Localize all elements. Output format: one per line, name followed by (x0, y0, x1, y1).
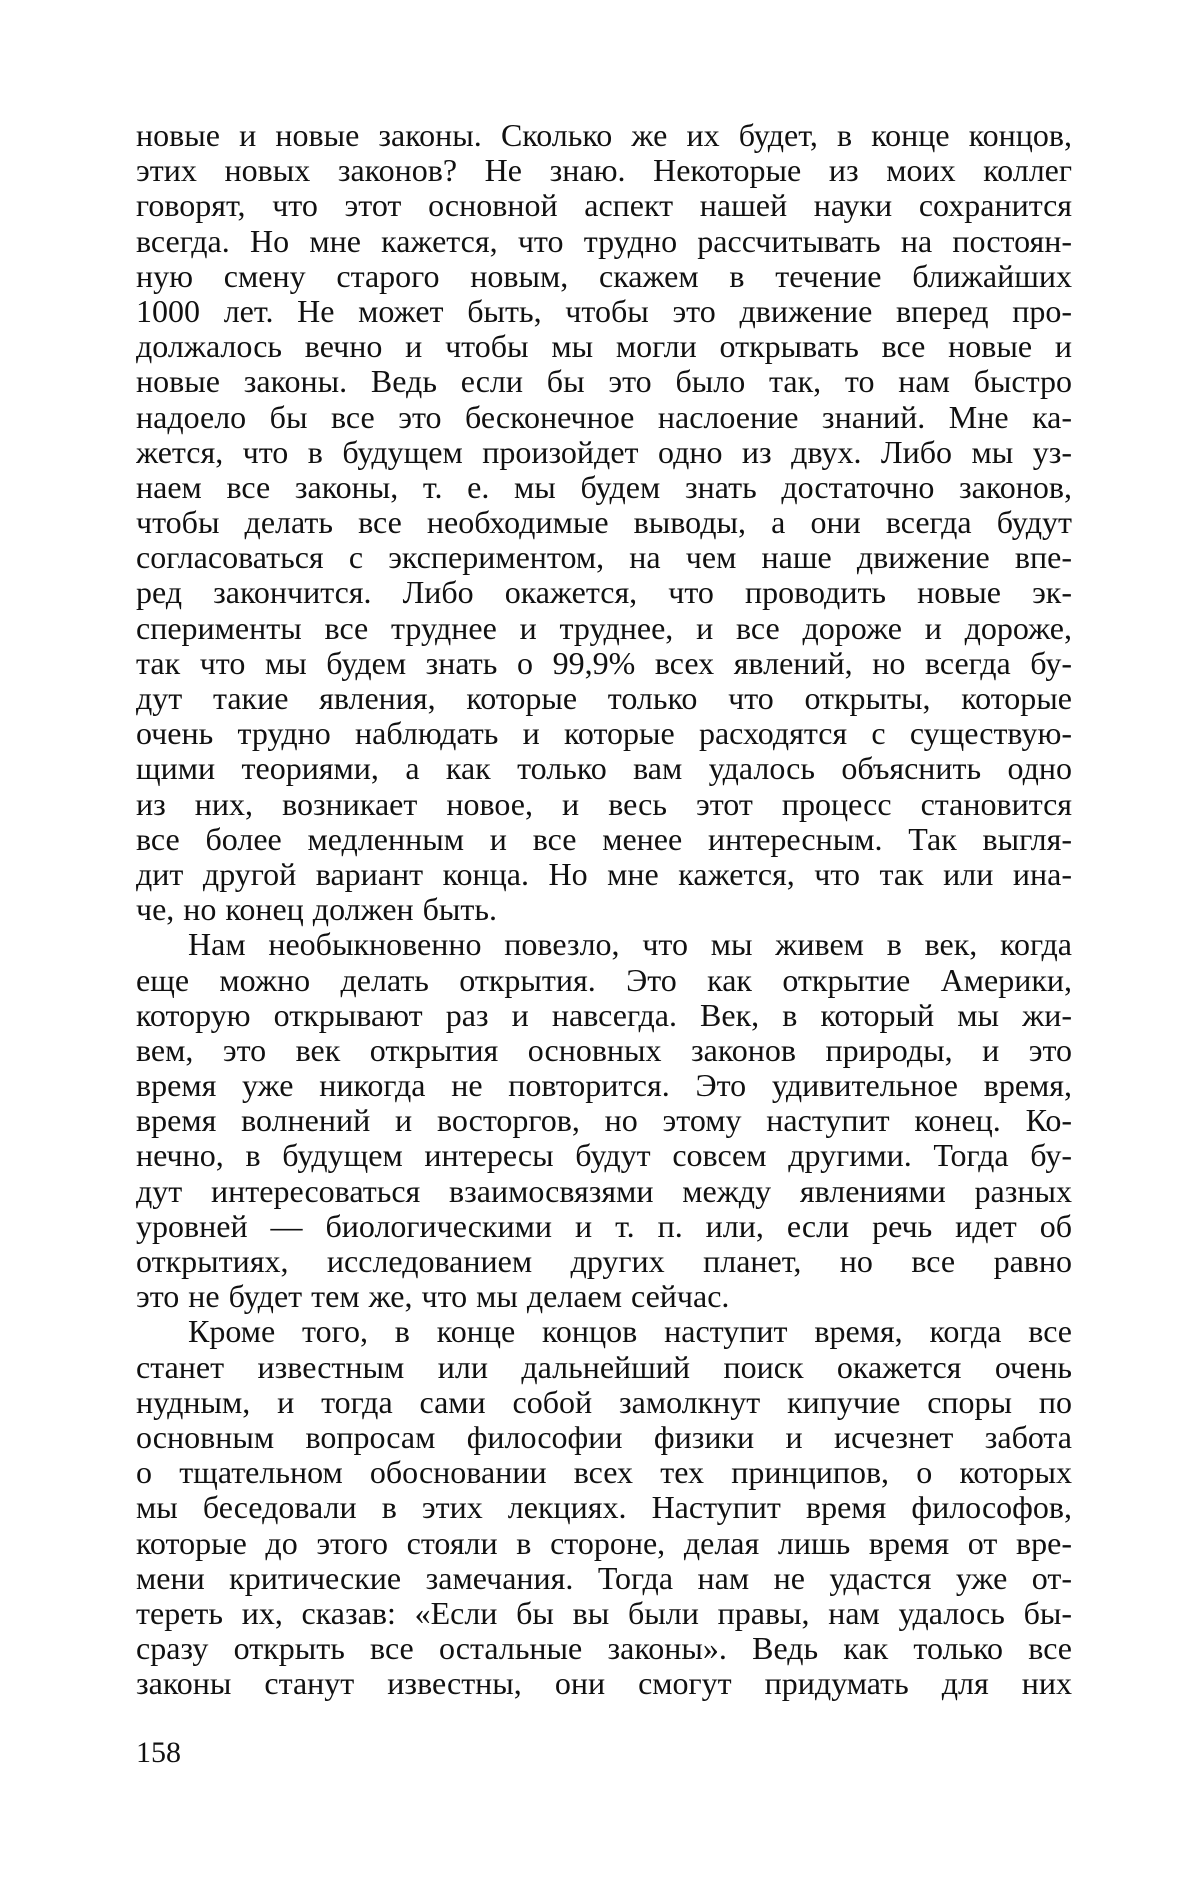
text-line: которые до этого стояли в стороне, делая лишь время от вре- (136, 1526, 1072, 1561)
text-line: новые законы. Ведь если бы это было так, то нам быстро (136, 364, 1072, 399)
text-line: должалось вечно и чтобы мы могли открывать все новые и (136, 329, 1072, 364)
text-line: новые и новые законы. Сколько же их будет, в конце концов, (136, 118, 1072, 153)
text-line: ную смену старого новым, скажем в течение ближайших (136, 259, 1072, 294)
text-line: это не будет тем же, что мы делаем сейчас. (136, 1279, 1072, 1314)
text-line: время волнений и восторгов, но этому наступит конец. Ко- (136, 1103, 1072, 1138)
text-line: дит другой вариант конца. Но мне кажется, что так или ина- (136, 857, 1072, 892)
book-page (0, 0, 1200, 1880)
text-line: жется, что в будущем произойдет одно из двух. Либо мы уз- (136, 435, 1072, 470)
text-line: че, но конец должен быть. (136, 892, 1072, 927)
text-line: 1000 лет. Не может быть, чтобы это движение вперед про- (136, 294, 1072, 329)
text-line: так что мы будем знать о 99,9% всех явлений, но всегда бу- (136, 646, 1072, 681)
text-line: время уже никогда не повторится. Это удивительное время, (136, 1068, 1072, 1103)
text-line: вем, это век открытия основных законов природы, и это (136, 1033, 1072, 1068)
text-line: наем все законы, т. е. мы будем знать достаточно законов, (136, 470, 1072, 505)
page-number: 158 (136, 1736, 181, 1770)
text-line: дут такие явления, которые только что открыты, которые (136, 681, 1072, 716)
text-line: говорят, что этот основной аспект нашей науки сохранится (136, 188, 1072, 223)
paragraph (136, 1314, 1072, 1701)
text-line: открытиях, исследованием других планет, но все равно (136, 1244, 1072, 1279)
text-line: основным вопросам философии физики и исчезнет забота (136, 1420, 1072, 1455)
text-line: из них, возникает новое, и весь этот процесс становится (136, 787, 1072, 822)
text-line: этих новых законов? Не знаю. Некоторые из моих коллег (136, 153, 1072, 188)
paragraph (136, 118, 1072, 927)
body-text (136, 118, 1072, 1701)
text-line: всегда. Но мне кажется, что трудно рассчитывать на постоян- (136, 224, 1072, 259)
text-line: тереть их, сказав: «Если бы вы были правы, нам удалось бы- (136, 1596, 1072, 1631)
text-line: мени критические замечания. Тогда нам не удастся уже от- (136, 1561, 1072, 1596)
text-line: мы беседовали в этих лекциях. Наступит время философов, (136, 1490, 1072, 1525)
text-line: сперименты все труднее и труднее, и все дороже и дороже, (136, 611, 1072, 646)
text-line: Нам необыкновенно повезло, что мы живем в век, когда (136, 927, 1072, 962)
text-line: станет известным или дальнейший поиск окажется очень (136, 1350, 1072, 1385)
text-line: дут интересоваться взаимосвязями между явлениями разных (136, 1174, 1072, 1209)
text-line: сразу открыть все остальные законы». Ведь как только все (136, 1631, 1072, 1666)
text-line: очень трудно наблюдать и которые расходятся с существую- (136, 716, 1072, 751)
text-line: Кроме того, в конце концов наступит время, когда все (136, 1314, 1072, 1349)
text-line: о тщательном обосновании всех тех принципов, о которых (136, 1455, 1072, 1490)
text-line: которую открывают раз и навсегда. Век, в который мы жи- (136, 998, 1072, 1033)
text-line: ред закончится. Либо окажется, что проводить новые эк- (136, 575, 1072, 610)
text-line: нечно, в будущем интересы будут совсем другими. Тогда бу- (136, 1138, 1072, 1173)
text-line: все более медленным и все менее интересным. Так выгля- (136, 822, 1072, 857)
text-line: законы станут известны, они смогут придумать для них (136, 1666, 1072, 1701)
text-line: надоело бы все это бесконечное наслоение знаний. Мне ка- (136, 400, 1072, 435)
text-line: еще можно делать открытия. Это как открытие Америки, (136, 963, 1072, 998)
paragraph (136, 927, 1072, 1314)
text-line: уровней — биологическими и т. п. или, если речь идет об (136, 1209, 1072, 1244)
text-line: нудным, и тогда сами собой замолкнут кипучие споры по (136, 1385, 1072, 1420)
text-line: щими теориями, а как только вам удалось объяснить одно (136, 751, 1072, 786)
text-line: чтобы делать все необходимые выводы, а они всегда будут (136, 505, 1072, 540)
text-line: согласоваться с экспериментом, на чем наше движение впе- (136, 540, 1072, 575)
